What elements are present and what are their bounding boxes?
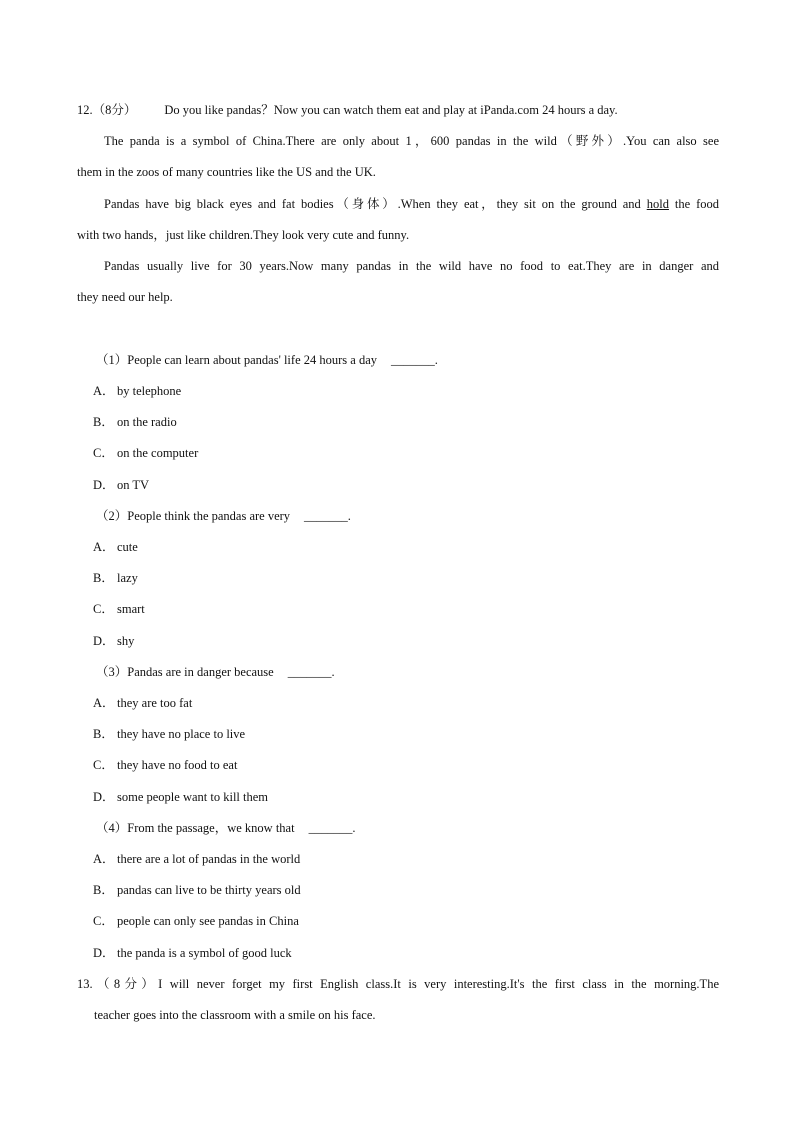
option-a: A． they are too fat <box>93 696 193 710</box>
q12-p2-after: the food <box>668 197 719 211</box>
q12-p1-line2: them in the zoos of many countries like the US and the UK. <box>77 165 376 179</box>
q13-number: 13. <box>77 977 93 991</box>
option-d: D． shy <box>93 634 135 648</box>
q12-p2-before: Pandas have big black eyes and fat bodies（身体）.When they eat，they sit on the ground and <box>104 197 647 211</box>
q12-p2-line1 <box>104 195 719 213</box>
q12-p2-underlined-word: hold <box>646 197 669 211</box>
option-d: D． on TV <box>93 478 150 492</box>
option-d: D． the panda is a symbol of good luck <box>93 946 292 960</box>
q12-p2-line2: with two hands，just like children.They look very cute and funny. <box>77 228 410 242</box>
option-b: B． on the radio <box>93 415 177 429</box>
option-c: C． they have no food to eat <box>93 758 238 772</box>
option-a: A． by telephone <box>93 384 182 398</box>
answer-blank: _______. <box>287 665 335 679</box>
option-b: B． pandas can live to be thirty years old <box>93 883 301 897</box>
option-c: C． smart <box>93 602 145 616</box>
option-c: C． people can only see pandas in China <box>93 914 299 928</box>
option-d: D． some people want to kill them <box>93 790 269 804</box>
q12-lead: Do you like pandas？Now you can watch them eat and play at iPanda.com 24 hours a day. <box>164 103 618 117</box>
q12-number: 12. <box>77 103 93 117</box>
question-stem: （3）Pandas are in danger because _______. <box>96 665 335 679</box>
q13-line1 <box>77 975 719 993</box>
question-stem: （4）From the passage，we know that _______. <box>96 821 356 835</box>
answer-blank: _______. <box>304 509 351 523</box>
option-b: B． they have no place to live <box>93 727 246 741</box>
q12-header <box>77 101 719 119</box>
option-a: A． there are a lot of pandas in the world <box>93 852 301 866</box>
q13-line2: teacher goes into the classroom with a smile on his face. <box>94 1008 376 1022</box>
q12-p3-line2: they need our help. <box>77 290 173 304</box>
q12-p1-line1: The panda is a symbol of China.There are only about 1，600 pandas in the wild（野外）.You can also see <box>104 134 719 148</box>
answer-blank: _______. <box>391 353 438 367</box>
question-stem: （2）People think the pandas are very _______. <box>96 509 351 523</box>
q13-score: （8分） <box>92 977 159 991</box>
q13-text: I will never forget my first English class.It is very interesting.It's the first class in the morning.The <box>158 977 719 991</box>
option-c: C． on the computer <box>93 446 199 460</box>
answer-blank: _______. <box>308 821 356 835</box>
option-a: A． cute <box>93 540 138 554</box>
question-stem: （1）People can learn about pandas' life 24 hours a day _______. <box>96 353 438 367</box>
q12-p3-line1: Pandas usually live for 30 years.Now many pandas in the wild have no food to eat.They are in danger and <box>104 259 719 273</box>
q12-score: （8分） <box>92 103 137 117</box>
option-b: B． lazy <box>93 571 138 585</box>
